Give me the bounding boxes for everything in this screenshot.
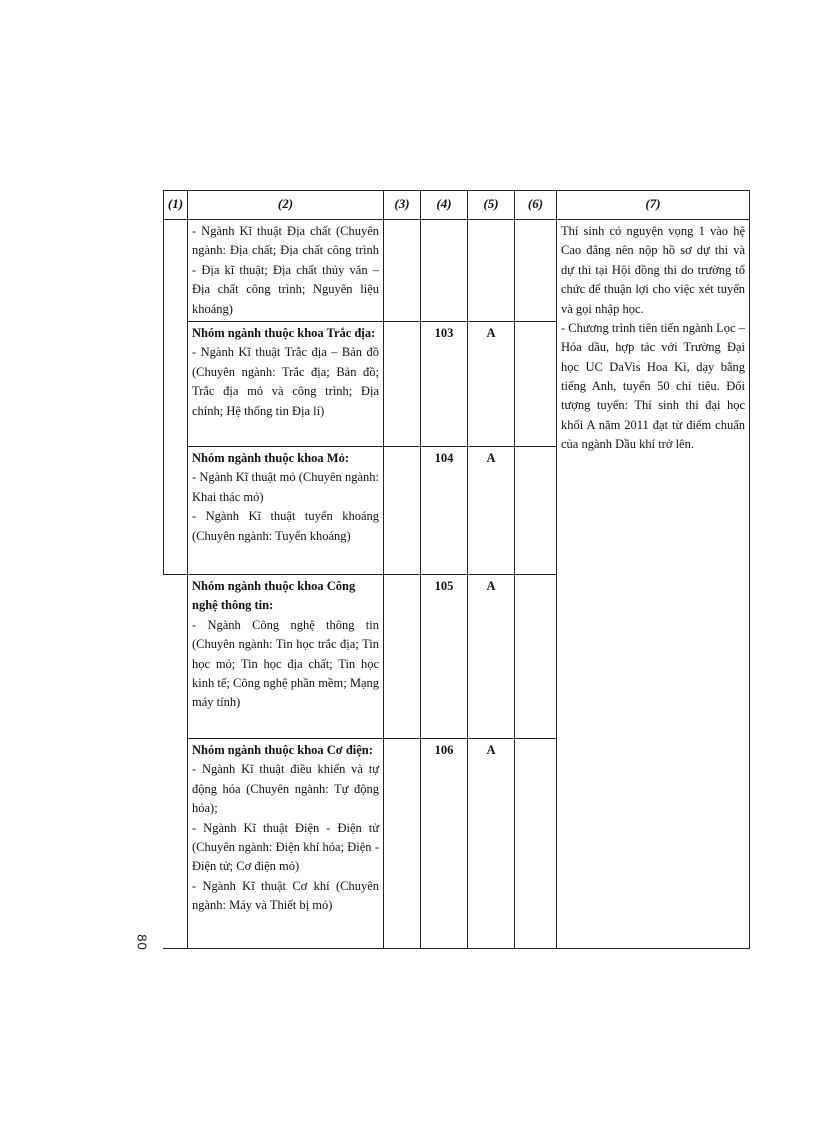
group-title: Nhóm ngành thuộc khoa Mỏ: <box>192 451 349 465</box>
program-line: - Ngành Công nghệ thông tin (Chuyên ngành: Tin học trắc địa; Tin học mỏ; Tin học địa chất; Tin học kinh tế; Công nghệ phần mềm; Mạng máy tính) <box>192 617 379 710</box>
col1-cell <box>164 220 188 575</box>
code-cell: 104 <box>421 447 468 575</box>
block-cell: A <box>468 322 515 447</box>
header-row <box>164 191 750 220</box>
program-line: - Ngành Kĩ thuật tuyển khoáng (Chuyên ngành: Tuyển khoáng) <box>192 509 379 543</box>
col3-cell <box>384 322 421 447</box>
group-title: Nhóm ngành thuộc khoa Cơ điện: <box>192 743 373 757</box>
notes-cell <box>557 220 750 949</box>
col6-cell <box>515 739 557 949</box>
program-cell <box>188 220 384 322</box>
col-header-5: (5) <box>468 191 515 220</box>
notes-paragraph: - Chương trình tiên tiến ngành Lọc – Hóa dầu, hợp tác với Trường Đại học UC DaVis Hoa Kì, dạy bằng tiếng Anh, tuyển 50 chỉ tiêu. Đối tượng tuyển: Thí sinh thi đại học khối A năm 2011 đạt từ điểm chuẩn của ngành Dầu khí trở lên. <box>561 320 745 452</box>
program-cell <box>188 322 384 447</box>
block-cell: A <box>468 739 515 949</box>
program-line: - Ngành Kĩ thuật Điện - Điện tử (Chuyên ngành: Điện khí hóa; Điện - Điện tử; Cơ điện mỏ) <box>192 820 379 874</box>
col6-cell <box>515 322 557 447</box>
group-title: Nhóm ngành thuộc khoa Trắc địa: <box>192 326 376 340</box>
block-cell: A <box>468 575 515 739</box>
program-line: - Ngành Kĩ thuật Trắc địa – Bản đồ (Chuyên ngành: Trắc địa; Bản đồ; Trắc địa mỏ và công trình; Địa chính; Hệ thống tin Địa lí) <box>192 345 379 418</box>
col-header-4: (4) <box>421 191 468 220</box>
block-cell <box>468 220 515 322</box>
table-row <box>164 220 750 322</box>
program-cell <box>188 447 384 575</box>
program-line: - Ngành Kĩ thuật điều khiển và tự động hóa (Chuyên ngành: Tự động hóa); <box>192 762 379 816</box>
col6-cell <box>515 575 557 739</box>
col-header-1: (1) <box>164 191 188 220</box>
col6-cell <box>515 220 557 322</box>
col3-cell <box>384 447 421 575</box>
program-line: - Ngành Kĩ thuật Địa chất (Chuyên ngành: Địa chất; Địa chất công trình - Địa kĩ thuật; Địa chất thủy văn – Địa chất công trình; Nguyên liệu khoáng) <box>192 224 379 316</box>
col-header-3: (3) <box>384 191 421 220</box>
col3-cell <box>384 575 421 739</box>
col3-cell <box>384 739 421 949</box>
program-line: - Ngành Kĩ thuật Cơ khí (Chuyên ngành: Máy và Thiết bị mỏ) <box>192 878 379 912</box>
program-cell <box>188 575 384 739</box>
group-title: Nhóm ngành thuộc khoa Công nghệ thông tin: <box>192 579 356 613</box>
code-cell: 106 <box>421 739 468 949</box>
code-cell <box>421 220 468 322</box>
code-cell: 105 <box>421 575 468 739</box>
notes-paragraph: Thí sinh có nguyện vọng 1 vào hệ Cao đẳng nên nộp hồ sơ dự thi và dự thi tại Hội đồng thi do trường tổ chức để thuận lợi cho việc xét tuyển và gọi nhập học. <box>561 224 745 316</box>
program-cell <box>188 739 384 949</box>
col-header-2: (2) <box>188 191 384 220</box>
admissions-table <box>163 190 750 949</box>
program-line: - Ngành Kĩ thuật mỏ (Chuyên ngành: Khai thác mỏ) <box>192 470 379 504</box>
col-header-7: (7) <box>557 191 750 220</box>
col-header-6: (6) <box>515 191 557 220</box>
code-cell: 103 <box>421 322 468 447</box>
col1-cell <box>164 575 188 949</box>
col3-cell <box>384 220 421 322</box>
col6-cell <box>515 447 557 575</box>
block-cell: A <box>468 447 515 575</box>
page-number: 80 <box>134 934 150 951</box>
